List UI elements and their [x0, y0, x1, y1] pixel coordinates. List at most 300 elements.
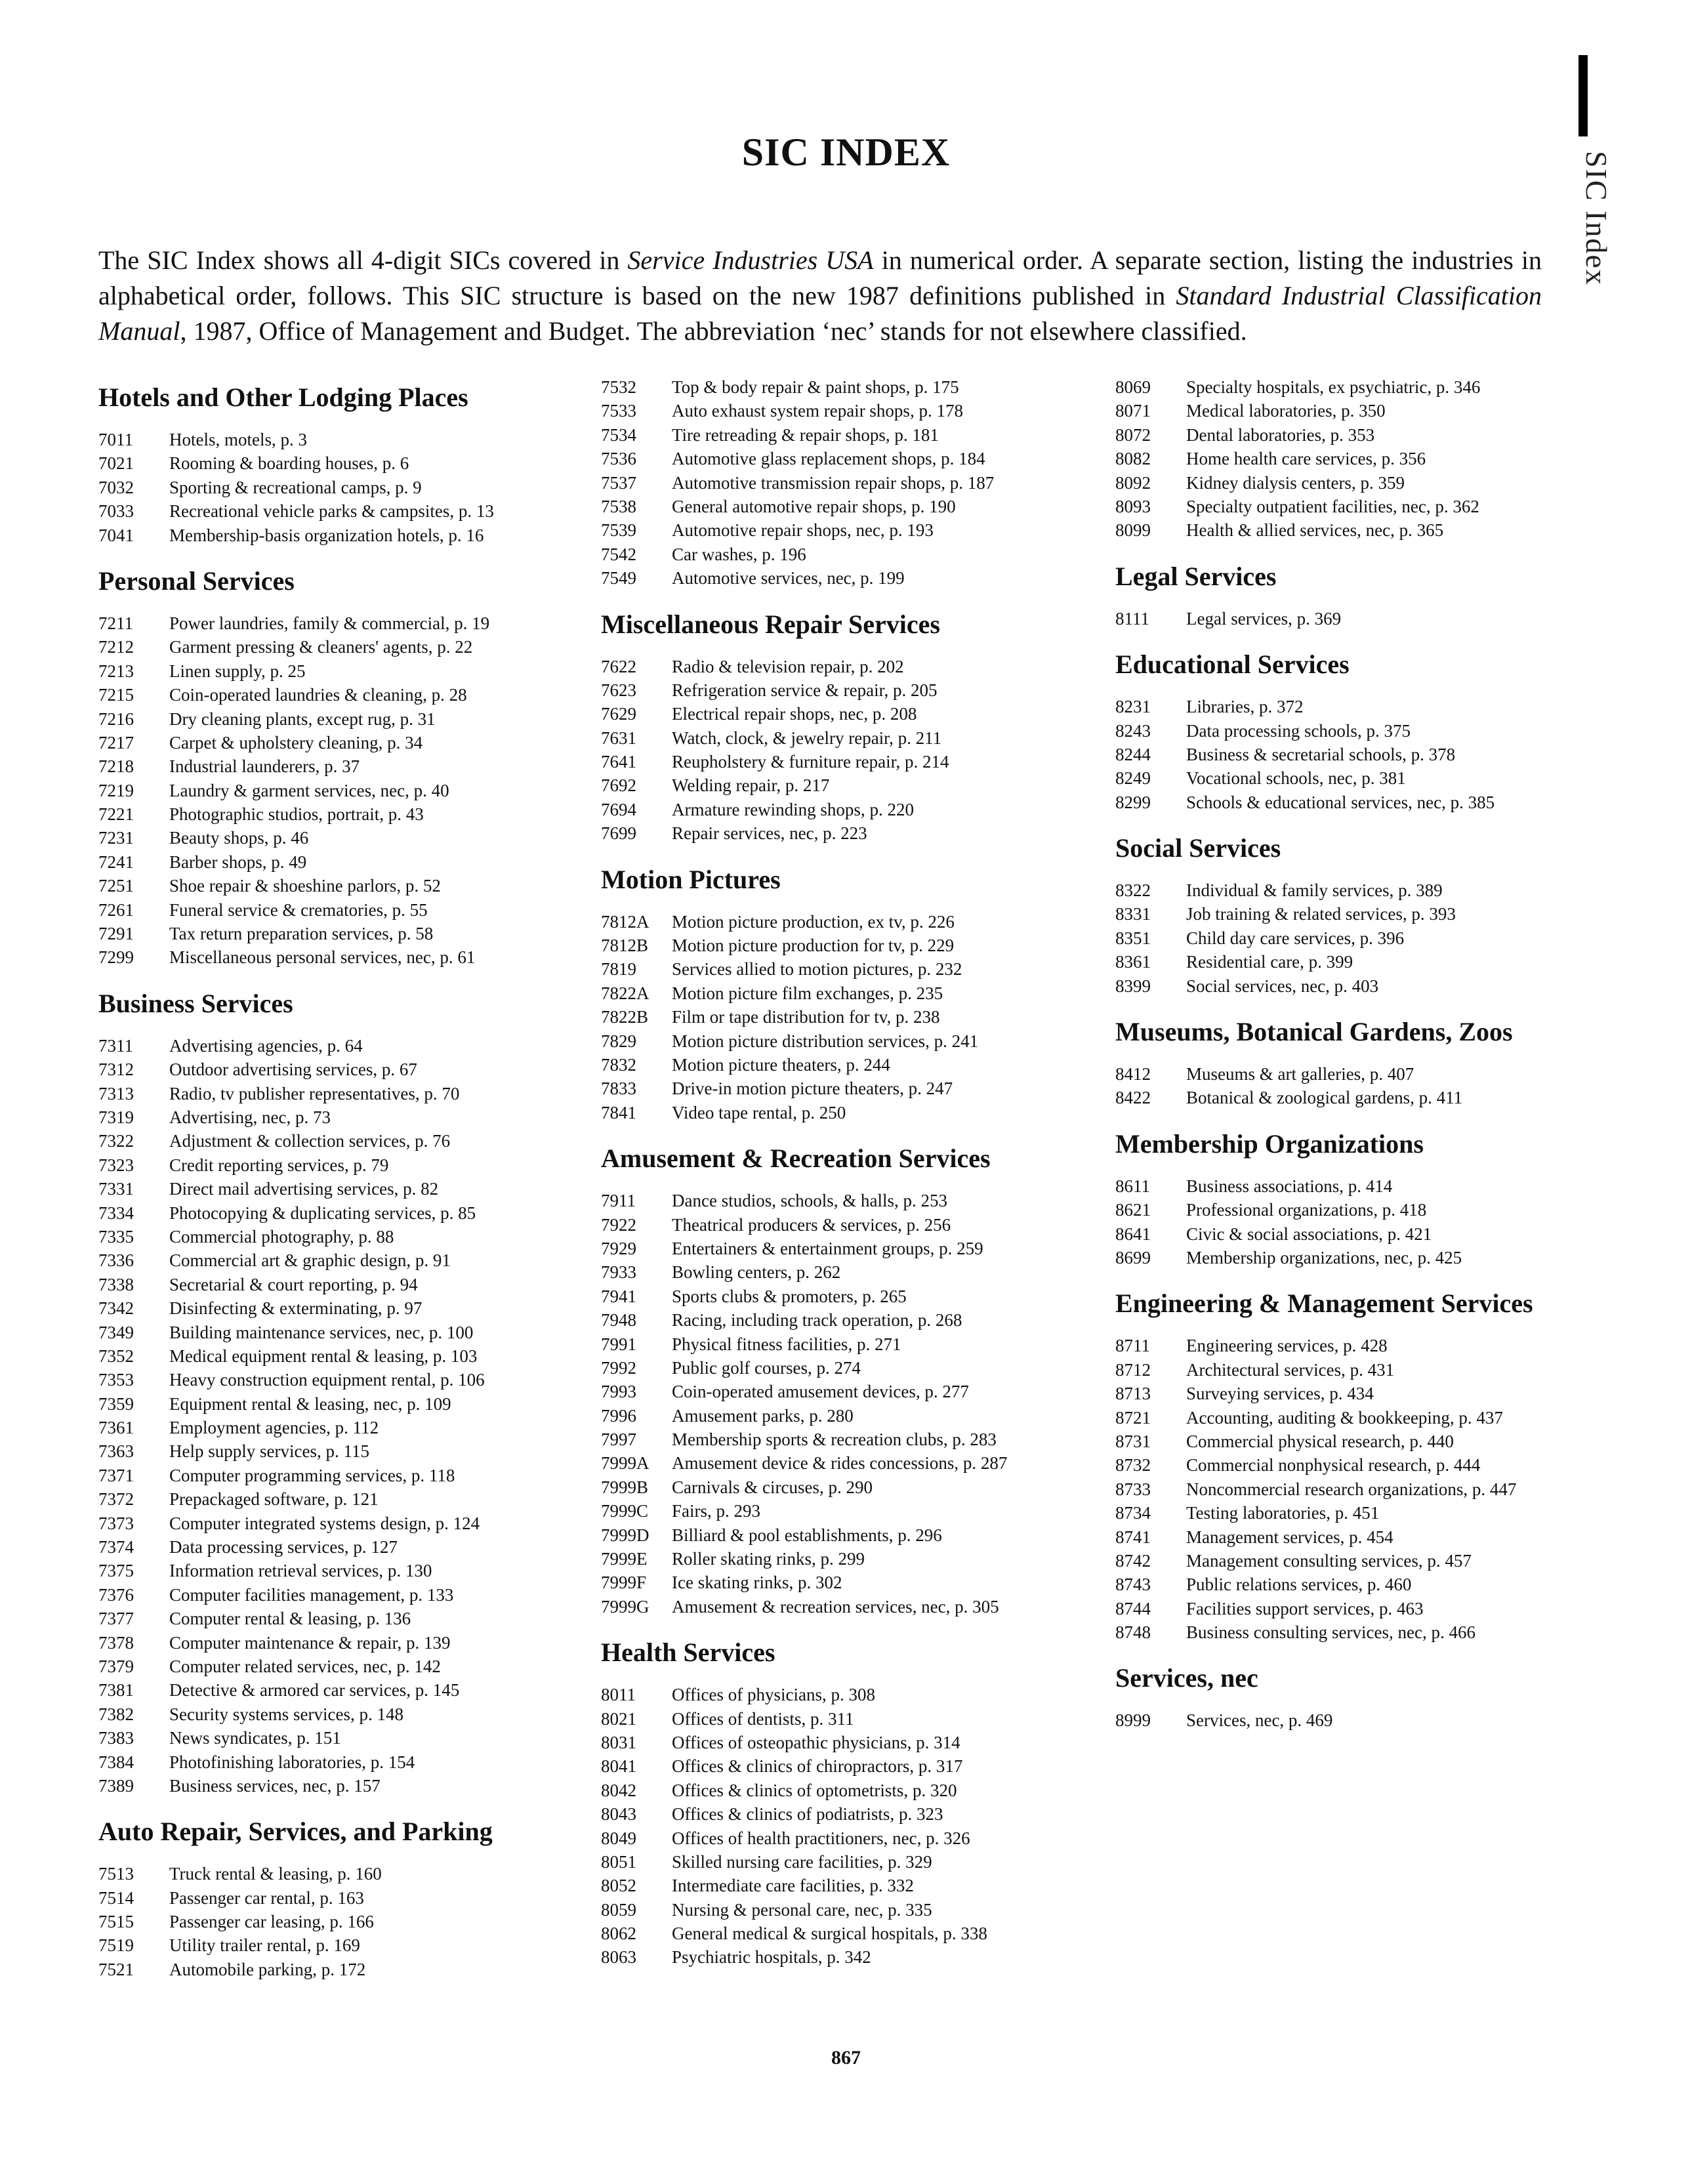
sic-code: 8082	[1115, 449, 1151, 469]
index-section	[1115, 1281, 1614, 1644]
industry-description: Sporting & recreational camps, p. 9	[169, 477, 422, 497]
industry-description: General automotive repair shops, p. 190	[672, 496, 956, 516]
index-entry	[1115, 447, 1614, 470]
industry-description: Data processing services, p. 127	[169, 1537, 398, 1557]
index-section	[601, 1630, 1100, 1969]
intro-text-2: in numerical order. A separate section, listing the industries in alphabetical order, follows. This SIC structure is based on the new 1987 definitions published in	[98, 245, 1542, 310]
index-entry	[601, 773, 1100, 797]
sic-code: 7211	[98, 613, 133, 633]
industry-description: Architectural services, p. 431	[1186, 1359, 1395, 1380]
index-entry	[601, 1547, 1100, 1571]
index-entry	[98, 683, 584, 707]
industry-description: Car washes, p. 196	[672, 544, 806, 564]
index-entry	[98, 499, 584, 523]
industry-description: Computer rental & leasing, p. 136	[169, 1609, 411, 1629]
sic-code: 8244	[1115, 744, 1151, 764]
sic-code: 7519	[98, 1935, 134, 1956]
index-entry	[98, 826, 584, 850]
index-entry	[98, 1862, 584, 1885]
industry-description: Motion picture theaters, p. 244	[672, 1054, 890, 1075]
sic-code: 8051	[601, 1851, 636, 1872]
index-entry	[98, 1082, 584, 1105]
sic-code: 7532	[601, 377, 636, 397]
industry-description: Building maintenance services, nec, p. 100	[169, 1322, 474, 1342]
sic-code: 7999A	[601, 1453, 650, 1473]
industry-description: News syndicates, p. 151	[169, 1728, 341, 1748]
sic-code: 7513	[98, 1864, 134, 1884]
sic-code: 7218	[98, 756, 134, 777]
index-entry	[1115, 1382, 1614, 1405]
industry-description: Passenger car rental, p. 163	[169, 1887, 364, 1908]
industry-description: Commercial physical research, p. 440	[1186, 1431, 1454, 1451]
industry-description: Drive-in motion picture theaters, p. 247	[672, 1079, 953, 1099]
industry-description: Libraries, p. 372	[1186, 697, 1304, 717]
industry-description: Legal services, p. 369	[1186, 608, 1342, 628]
industry-description: Refrigeration service & repair, p. 205	[672, 680, 938, 700]
sic-code: 8699	[1115, 1247, 1151, 1267]
index-entry	[601, 981, 1100, 1005]
sic-code: 8092	[1115, 472, 1151, 493]
sic-code: 7542	[601, 544, 636, 564]
index-entry	[98, 731, 584, 754]
industry-description: Help supply services, p. 115	[169, 1441, 369, 1462]
index-section	[1115, 1656, 1614, 1732]
sic-code: 7359	[98, 1393, 134, 1414]
index-section	[1115, 1122, 1614, 1270]
index-entry	[601, 1428, 1100, 1451]
industry-description: Computer integrated systems design, p. 124	[169, 1513, 480, 1533]
index-entry	[601, 1005, 1100, 1029]
index-entry	[601, 566, 1100, 590]
sic-code: 8641	[1115, 1224, 1151, 1244]
index-section	[1115, 1010, 1614, 1110]
sic-code: 7536	[601, 449, 636, 469]
industry-description: Commercial art & graphic design, p. 91	[169, 1250, 451, 1271]
sic-code: 7841	[601, 1102, 636, 1123]
industry-description: Commercial nonphysical research, p. 444	[1186, 1455, 1481, 1475]
intro-text-1: The SIC Index shows all 4-digit SICs covered in	[98, 245, 628, 275]
industry-description: Film or tape distribution for tv, p. 238	[672, 1007, 940, 1027]
index-entry	[601, 1356, 1100, 1380]
index-entry	[98, 659, 584, 683]
index-entry	[1115, 375, 1614, 399]
sic-code: 7011	[98, 430, 133, 449]
sic-code: 8322	[1115, 880, 1151, 901]
sic-code: 8063	[601, 1947, 636, 1968]
industry-description: Rooming & boarding houses, p. 6	[169, 453, 409, 474]
index-entry	[98, 1105, 584, 1129]
index-entry	[601, 1332, 1100, 1356]
section-heading: Personal Services	[98, 566, 295, 596]
sic-code: 7021	[98, 453, 134, 474]
industry-description: Utility trailer rental, p. 169	[169, 1935, 360, 1956]
sic-code: 7335	[98, 1226, 134, 1247]
sic-code: 7376	[98, 1584, 134, 1605]
sic-code: 7999E	[601, 1549, 648, 1569]
index-column-3	[1115, 375, 1614, 1744]
index-entry	[98, 1201, 584, 1225]
index-entry	[1115, 1477, 1614, 1501]
sic-code: 7041	[98, 525, 134, 545]
index-entry	[1115, 1062, 1614, 1086]
index-section	[1115, 826, 1614, 998]
index-column-1	[98, 375, 584, 1993]
sic-code: 7514	[98, 1887, 134, 1908]
index-entry	[601, 1826, 1100, 1850]
index-entry	[601, 1850, 1100, 1874]
index-entry	[98, 1750, 584, 1774]
sic-code: 7312	[98, 1060, 134, 1080]
index-entry	[601, 1779, 1100, 1802]
index-entry	[98, 1177, 584, 1201]
industry-description: Truck rental & leasing, p. 160	[169, 1864, 382, 1884]
industry-description: Armature rewinding shops, p. 220	[672, 799, 914, 819]
index-entry	[98, 1321, 584, 1344]
sic-code: 8069	[1115, 377, 1151, 397]
industry-description: Entertainers & entertainment groups, p. 259	[672, 1238, 983, 1258]
sic-code: 7379	[98, 1656, 134, 1676]
sic-code: 7213	[98, 661, 134, 681]
industry-description: Business associations, p. 414	[1186, 1176, 1393, 1196]
section-heading: Miscellaneous Repair Services	[601, 609, 940, 639]
industry-description: Linen supply, p. 25	[169, 661, 306, 681]
index-entry	[601, 821, 1100, 845]
sic-code: 8732	[1115, 1455, 1151, 1475]
index-entry	[98, 1535, 584, 1559]
index-section	[1115, 554, 1614, 630]
index-entry	[601, 702, 1100, 726]
sic-code: 7241	[98, 852, 134, 872]
industry-description: Power laundries, family & commercial, p. 19	[169, 613, 490, 633]
industry-description: Membership organizations, nec, p. 425	[1186, 1247, 1462, 1267]
index-entry	[1115, 1222, 1614, 1246]
index-entry	[1115, 974, 1614, 998]
sic-code: 7933	[601, 1262, 636, 1283]
sic-code: 7342	[98, 1298, 134, 1319]
industry-description: Individual & family services, p. 389	[1186, 880, 1443, 901]
index-section	[98, 981, 584, 1798]
index-entry	[601, 1404, 1100, 1428]
index-entry	[601, 1802, 1100, 1826]
index-entry	[98, 1248, 584, 1272]
index-entry	[1115, 399, 1614, 422]
industry-description: Advertising agencies, p. 64	[169, 1035, 363, 1056]
index-entry	[601, 1077, 1100, 1100]
industry-description: Auto exhaust system repair shops, p. 178	[672, 401, 963, 421]
sic-code: 7331	[98, 1179, 134, 1199]
index-entry	[601, 1898, 1100, 1922]
index-entry	[98, 1958, 584, 1981]
industry-description: Public golf courses, p. 274	[672, 1357, 861, 1378]
sic-code: 8741	[1115, 1527, 1151, 1547]
sic-code: 7539	[601, 520, 636, 541]
sic-code: 7948	[601, 1310, 636, 1330]
industry-description: Accounting, auditing & bookkeeping, p. 437	[1186, 1407, 1503, 1428]
sic-code: 8031	[601, 1732, 636, 1752]
index-entry	[1115, 1549, 1614, 1573]
industry-description: Sports clubs & promoters, p. 265	[672, 1286, 907, 1306]
index-entry	[1115, 471, 1614, 495]
index-entry	[98, 1910, 584, 1933]
industry-description: Carpet & upholstery cleaning, p. 34	[169, 732, 423, 752]
industry-description: Offices of physicians, p. 308	[672, 1685, 875, 1705]
sic-code: 8331	[1115, 904, 1151, 924]
index-entry	[601, 1754, 1100, 1778]
index-entry	[98, 451, 584, 475]
industry-description: Specialty hospitals, ex psychiatric, p. 346	[1186, 377, 1481, 397]
index-entry	[601, 655, 1100, 678]
sic-code: 8021	[601, 1708, 636, 1729]
industry-description: Medical equipment rental & leasing, p. 103	[169, 1346, 478, 1366]
index-entry	[601, 1260, 1100, 1284]
industry-description: Data processing schools, p. 375	[1186, 720, 1411, 741]
index-section	[601, 857, 1100, 1125]
index-entry	[98, 1607, 584, 1630]
sic-code: 7371	[98, 1465, 134, 1485]
sic-code: 7349	[98, 1322, 134, 1342]
industry-description: Direct mail advertising services, p. 82	[169, 1179, 439, 1199]
index-entry	[98, 1273, 584, 1296]
sic-code: 8299	[1115, 792, 1151, 812]
sic-code: 7622	[601, 656, 636, 676]
industry-description: Offices & clinics of podiatrists, p. 323	[672, 1804, 943, 1824]
index-entry	[601, 1380, 1100, 1403]
index-entry	[98, 428, 584, 451]
sic-code: 8043	[601, 1804, 636, 1824]
industry-description: Computer maintenance & repair, p. 139	[169, 1632, 451, 1653]
sic-code: 7291	[98, 924, 134, 944]
industry-description: Coin-operated laundries & cleaning, p. 28	[169, 685, 467, 705]
index-entry	[601, 543, 1100, 566]
index-entry	[601, 1029, 1100, 1053]
index-entry	[1115, 1334, 1614, 1357]
section-heading: Auto Repair, Services, and Parking	[98, 1817, 493, 1847]
sic-code: 7538	[601, 496, 636, 516]
sic-code: 7311	[98, 1035, 133, 1056]
industry-description: Video tape rental, p. 250	[672, 1102, 846, 1123]
industry-description: Civic & social associations, p. 421	[1186, 1224, 1432, 1244]
sic-code: 7382	[98, 1704, 134, 1724]
sic-code: 8041	[601, 1756, 636, 1777]
index-entry	[98, 1392, 584, 1416]
index-entry	[601, 375, 1100, 399]
sic-code: 7231	[98, 828, 134, 848]
industry-description: Adjustment & collection services, p. 76	[169, 1131, 451, 1151]
sic-code: 7534	[601, 424, 636, 445]
industry-description: Photocopying & duplicating services, p. 85	[169, 1203, 476, 1223]
index-entry	[1115, 1174, 1614, 1198]
sic-code: 7212	[98, 637, 134, 657]
index-entry	[601, 750, 1100, 773]
index-entry	[1115, 1708, 1614, 1732]
industry-description: Laundry & garment services, nec, p. 40	[169, 780, 449, 800]
industry-description: Amusement device & rides concessions, p. 287	[672, 1453, 1008, 1473]
section-heading: Motion Pictures	[601, 864, 781, 894]
industry-description: Motion picture production, ex tv, p. 226	[672, 911, 955, 932]
index-entry	[601, 518, 1100, 542]
industry-description: Public relations services, p. 460	[1186, 1575, 1412, 1595]
index-entry	[1115, 791, 1614, 814]
index-entry	[601, 1731, 1100, 1754]
industry-description: Offices of dentists, p. 311	[672, 1708, 854, 1729]
section-heading: Engineering & Management Services	[1115, 1288, 1533, 1319]
industry-description: Radio, tv publisher representatives, p. 70	[169, 1083, 460, 1103]
index-entry	[601, 1523, 1100, 1547]
sic-code: 7922	[601, 1214, 636, 1235]
industry-description: Automobile parking, p. 172	[169, 1959, 366, 1979]
industry-description: Social services, nec, p. 403	[1186, 976, 1379, 996]
index-entry	[98, 1368, 584, 1391]
index-section	[601, 1136, 1100, 1618]
industry-description: Disinfecting & exterminating, p. 97	[169, 1298, 423, 1319]
sic-code: 7375	[98, 1561, 134, 1581]
industry-description: Health & allied services, nec, p. 365	[1186, 520, 1444, 541]
index-section	[601, 375, 1100, 590]
index-entry	[1115, 423, 1614, 447]
index-entry	[1115, 1573, 1614, 1596]
industry-description: Fairs, p. 293	[672, 1501, 760, 1521]
index-entry	[98, 1464, 584, 1487]
index-entry	[1115, 1525, 1614, 1549]
sic-code: 7215	[98, 685, 134, 705]
industry-description: Business consulting services, nec, p. 466	[1186, 1622, 1475, 1643]
industry-description: Computer programming services, p. 118	[169, 1465, 455, 1485]
industry-description: Hotels, motels, p. 3	[169, 430, 307, 449]
industry-description: Reupholstery & furniture repair, p. 214	[672, 752, 949, 772]
sic-code: 7829	[601, 1031, 636, 1051]
index-entry	[98, 1344, 584, 1368]
sic-code: 7694	[601, 799, 636, 819]
index-entry	[601, 495, 1100, 518]
index-entry	[601, 399, 1100, 422]
index-entry	[98, 476, 584, 499]
sic-code: 8734	[1115, 1503, 1151, 1523]
index-column-2	[601, 375, 1100, 1981]
sic-code: 8742	[1115, 1550, 1151, 1571]
sic-code: 8721	[1115, 1407, 1151, 1428]
index-entry	[601, 1285, 1100, 1308]
sic-code: 7217	[98, 732, 134, 752]
industry-description: Motion picture film exchanges, p. 235	[672, 983, 943, 1003]
sic-code: 7353	[98, 1370, 134, 1390]
index-entry	[98, 611, 584, 635]
section-heading: Legal Services	[1115, 561, 1277, 591]
index-entry	[601, 1683, 1100, 1706]
sic-code: 7822B	[601, 1007, 649, 1027]
sic-code: 7692	[601, 775, 636, 796]
industry-description: Job training & related services, p. 393	[1186, 904, 1456, 924]
industry-description: Motion picture distribution services, p. 241	[672, 1031, 979, 1051]
industry-description: Management consulting services, p. 457	[1186, 1550, 1472, 1571]
sic-code: 8049	[601, 1828, 636, 1848]
industry-description: Electrical repair shops, nec, p. 208	[672, 704, 917, 724]
industry-description: Noncommercial research organizations, p. 447	[1186, 1479, 1517, 1499]
index-entry	[1115, 495, 1614, 518]
section-heading: Educational Services	[1115, 649, 1350, 680]
index-entry	[98, 1296, 584, 1320]
sic-code: 7941	[601, 1286, 636, 1306]
industry-description: Intermediate care facilities, p. 332	[672, 1876, 914, 1896]
sic-code: 7629	[601, 704, 636, 724]
sic-code: 7261	[98, 899, 134, 920]
index-entry	[601, 1874, 1100, 1897]
sic-code: 8093	[1115, 496, 1151, 516]
index-entry	[98, 1631, 584, 1655]
index-entry	[98, 802, 584, 826]
sic-code: 7812A	[601, 911, 650, 932]
industry-description: Psychiatric hospitals, p. 342	[672, 1947, 871, 1968]
sic-code: 8231	[1115, 697, 1151, 717]
industry-description: Vocational schools, nec, p. 381	[1186, 768, 1406, 789]
index-entry	[98, 850, 584, 874]
industry-description: Botanical & zoological gardens, p. 411	[1186, 1088, 1463, 1108]
index-entry	[601, 1308, 1100, 1332]
sic-code: 8422	[1115, 1088, 1151, 1108]
edge-marker-bar	[1579, 55, 1588, 136]
index-entry	[98, 922, 584, 945]
index-entry	[1115, 1198, 1614, 1222]
sic-code: 7999D	[601, 1525, 650, 1545]
industry-description: Roller skating rinks, p. 299	[672, 1549, 865, 1569]
sic-code: 8011	[601, 1685, 636, 1705]
industry-description: Miscellaneous personal services, nec, p. 61	[169, 947, 476, 968]
industry-description: Advertising, nec, p. 73	[169, 1107, 331, 1127]
sic-code: 8072	[1115, 424, 1151, 445]
sic-code: 8744	[1115, 1598, 1151, 1618]
sic-code: 7819	[601, 959, 636, 979]
sic-code: 8249	[1115, 768, 1151, 789]
index-entry	[601, 1707, 1100, 1731]
industry-description: Secretarial & court reporting, p. 94	[169, 1274, 418, 1294]
sic-code: 7991	[601, 1334, 636, 1354]
sic-code: 7911	[601, 1191, 636, 1211]
sic-code: 8412	[1115, 1064, 1151, 1084]
industry-description: Professional organizations, p. 418	[1186, 1200, 1427, 1220]
industry-description: Industrial launderers, p. 37	[169, 756, 360, 777]
index-entry	[601, 1189, 1100, 1212]
page-number: 867	[831, 2047, 861, 2069]
index-entry	[1115, 1406, 1614, 1430]
sic-code: 7383	[98, 1728, 134, 1748]
sic-code: 7216	[98, 709, 134, 729]
side-tab-label: SIC Index	[1580, 151, 1613, 286]
sic-code: 7352	[98, 1346, 134, 1366]
sic-code: 7822A	[601, 983, 650, 1003]
index-entry	[1115, 1453, 1614, 1477]
intro-paragraph	[98, 243, 1542, 349]
sic-code: 7323	[98, 1155, 134, 1175]
sic-code: 7833	[601, 1079, 636, 1099]
industry-description: Computer facilities management, p. 133	[169, 1584, 454, 1605]
index-entry	[601, 1213, 1100, 1237]
sic-code: 7832	[601, 1054, 636, 1075]
index-entry	[98, 1702, 584, 1726]
industry-description: Automotive services, nec, p. 199	[672, 568, 905, 588]
industry-description: Dry cleaning plants, except rug, p. 31	[169, 709, 436, 729]
index-entry	[1115, 719, 1614, 743]
index-entry	[98, 1129, 584, 1153]
industry-description: Tax return preparation services, p. 58	[169, 924, 434, 944]
sic-code: 8099	[1115, 520, 1151, 541]
industry-description: Physical fitness facilities, p. 271	[672, 1334, 901, 1354]
industry-description: Welding repair, p. 217	[672, 775, 830, 796]
index-entry	[601, 934, 1100, 957]
sic-code: 7631	[601, 728, 636, 748]
index-entry	[601, 957, 1100, 981]
index-entry	[98, 1933, 584, 1957]
industry-description: Automotive glass replacement shops, p. 184	[672, 449, 985, 469]
index-entry	[1115, 695, 1614, 718]
